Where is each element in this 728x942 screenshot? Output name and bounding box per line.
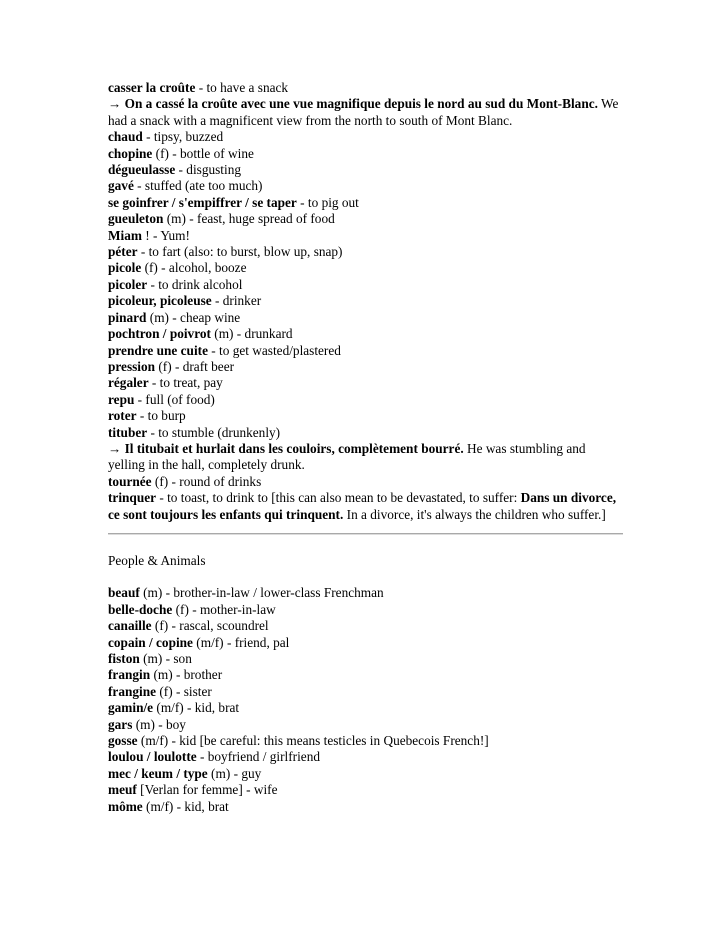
glossary-term: → Il titubait et hurlait dans les couloirs, complètement bourré.	[108, 440, 464, 456]
glossary-entry	[108, 326, 623, 342]
glossary-entry	[108, 700, 623, 716]
glossary-term: pochtron / poivrot	[108, 326, 211, 342]
glossary-term: gueuleton	[108, 211, 164, 227]
glossary-definition: - boyfriend / girlfriend	[196, 749, 320, 765]
glossary-term: fiston	[108, 651, 140, 666]
glossary-entry	[108, 618, 623, 634]
glossary-term: gars	[108, 716, 133, 732]
glossary-term: péter	[108, 244, 138, 260]
people-animals-glossary	[108, 585, 623, 815]
glossary-definition: (m) - guy	[207, 765, 262, 781]
page-content	[108, 80, 623, 815]
section-title: People & Animals	[108, 552, 206, 568]
glossary-definition: (m/f) - kid, brat	[153, 700, 240, 716]
glossary-definition: - to fart (also: to burst, blow up, snap)	[137, 244, 343, 260]
glossary-entry	[108, 602, 623, 618]
glossary-term: tournée	[108, 473, 152, 489]
glossary-term: se goinfrer / s'empiffrer / se taper	[108, 194, 297, 210]
glossary-entry	[108, 635, 623, 651]
glossary-term: prendre une cuite	[108, 342, 208, 358]
glossary-entry	[108, 178, 623, 194]
glossary-definition: (m/f) - friend, pal	[192, 634, 290, 650]
glossary-definition: We had a snack with a magnificent view from the north to south of Mont Blanc.	[108, 96, 619, 128]
glossary-term: dégueulasse	[108, 162, 176, 178]
glossary-term: belle-doche	[108, 601, 173, 617]
glossary-entry	[108, 490, 623, 523]
glossary-definition: - tipsy, buzzed	[142, 129, 224, 145]
glossary-definition: (f) - alcohol, booze	[141, 260, 247, 276]
glossary-entry	[108, 96, 623, 129]
glossary-definition: (f) - mother-in-law	[172, 601, 276, 617]
glossary-term: gosse	[108, 733, 138, 749]
glossary-entry	[108, 310, 623, 326]
glossary-entry	[108, 717, 623, 733]
glossary-definition: - to treat, pay	[148, 375, 223, 391]
glossary-term: gamin/e	[108, 700, 154, 716]
glossary-entry	[108, 441, 623, 474]
glossary-definition: - disgusting	[175, 162, 241, 178]
glossary-entry	[108, 585, 623, 601]
glossary-definition: - to burp	[136, 408, 186, 424]
glossary-definition: (m) - cheap wine	[146, 309, 241, 325]
glossary-entry	[108, 766, 623, 782]
glossary-term: frangin	[108, 667, 151, 683]
glossary-term: copain / copine	[108, 634, 193, 650]
glossary-term: môme	[108, 798, 143, 814]
glossary-definition: (f) - rascal, scoundrel	[151, 618, 269, 634]
glossary-definition: (m) - feast, huge spread of food	[163, 211, 335, 227]
glossary-term: repu	[108, 391, 135, 407]
glossary-entry	[108, 80, 623, 96]
glossary-term: picole	[108, 260, 142, 276]
glossary-entry	[108, 359, 623, 375]
glossary-term: trinquer	[108, 490, 157, 506]
glossary-definition: - to stumble (drunkenly)	[147, 424, 281, 440]
glossary-term: casser la croûte	[108, 80, 196, 95]
glossary-term: chopine	[108, 145, 153, 161]
glossary-definition: - drinker	[211, 293, 262, 309]
glossary-entry	[108, 343, 623, 359]
glossary-entry	[108, 474, 623, 490]
glossary-term: canaille	[108, 618, 152, 634]
food-drink-glossary	[108, 80, 623, 523]
glossary-term: régaler	[108, 375, 149, 391]
glossary-term: mec / keum / type	[108, 765, 208, 781]
glossary-entry	[108, 651, 623, 667]
glossary-definition: (m) - son	[139, 651, 192, 666]
glossary-term: chaud	[108, 129, 143, 145]
glossary-definition: (m) - boy	[132, 716, 186, 732]
glossary-entry	[108, 244, 623, 260]
glossary-definition: (f) - bottle of wine	[152, 145, 254, 161]
glossary-definition: - to pig out	[296, 194, 359, 210]
glossary-term: Miam	[108, 227, 142, 243]
glossary-definition: (f) - sister	[156, 683, 212, 699]
glossary-term: tituber	[108, 424, 148, 440]
glossary-example: Dans un divorce, ce sont toujours les enfants qui trinquent.	[108, 490, 617, 522]
glossary-definition: ! - Yum!	[141, 227, 190, 243]
glossary-definition: He was stumbling and yelling in the hall, completely drunk.	[108, 440, 586, 473]
glossary-definition: (m) - brother	[150, 667, 223, 683]
glossary-definition: (m) - brother-in-law / lower-class Frenchman	[139, 585, 384, 601]
glossary-entry	[108, 782, 623, 798]
glossary-entry	[108, 408, 623, 424]
glossary-entry	[108, 733, 623, 749]
glossary-definition: - to have a snack	[195, 80, 289, 95]
glossary-entry	[108, 260, 623, 276]
glossary-term: pinard	[108, 309, 147, 325]
glossary-term: frangine	[108, 683, 157, 699]
glossary-term: roter	[108, 408, 137, 424]
glossary-entry	[108, 228, 623, 244]
glossary-translation: In a divorce, it's always the children who suffer.]	[343, 506, 606, 522]
glossary-definition: - to toast, to drink to [this can also mean to be devastated, to suffer:	[156, 490, 521, 506]
glossary-term: beauf	[108, 585, 140, 601]
glossary-term: gavé	[108, 178, 134, 194]
glossary-definition: (f) - draft beer	[155, 358, 235, 374]
glossary-entry	[108, 667, 623, 683]
glossary-term: meuf	[108, 782, 137, 798]
glossary-entry	[108, 129, 623, 145]
glossary-entry	[108, 425, 623, 441]
glossary-definition: (m/f) - kid [be careful: this means testicles in Quebecois French!]	[137, 733, 489, 749]
glossary-entry	[108, 293, 623, 309]
glossary-definition: - full (of food)	[134, 391, 215, 407]
glossary-entry	[108, 146, 623, 162]
glossary-term: picoleur, picoleuse	[108, 293, 212, 309]
glossary-definition: (f) - round of drinks	[151, 473, 262, 489]
glossary-definition: (m/f) - kid, brat	[142, 798, 229, 814]
glossary-term: → On a cassé la croûte avec une vue magnifique depuis le nord au sud du Mont-Blanc.	[108, 96, 598, 112]
glossary-definition: - stuffed (ate too much)	[133, 178, 263, 194]
glossary-entry	[108, 684, 623, 700]
glossary-definition: (m) - drunkard	[210, 326, 293, 342]
glossary-entry	[108, 211, 623, 227]
glossary-definition: - to get wasted/plastered	[207, 342, 341, 358]
glossary-entry	[108, 799, 623, 815]
glossary-entry	[108, 162, 623, 178]
glossary-entry	[108, 749, 623, 765]
glossary-entry	[108, 195, 623, 211]
glossary-entry	[108, 392, 623, 408]
glossary-term: loulou / loulotte	[108, 749, 197, 765]
glossary-entry	[108, 277, 623, 293]
glossary-definition: - to drink alcohol	[147, 276, 243, 292]
glossary-term: picoler	[108, 276, 148, 292]
section-divider	[108, 533, 623, 535]
glossary-entry	[108, 375, 623, 391]
glossary-definition: [Verlan for femme] - wife	[136, 782, 278, 798]
glossary-term: pression	[108, 358, 156, 374]
